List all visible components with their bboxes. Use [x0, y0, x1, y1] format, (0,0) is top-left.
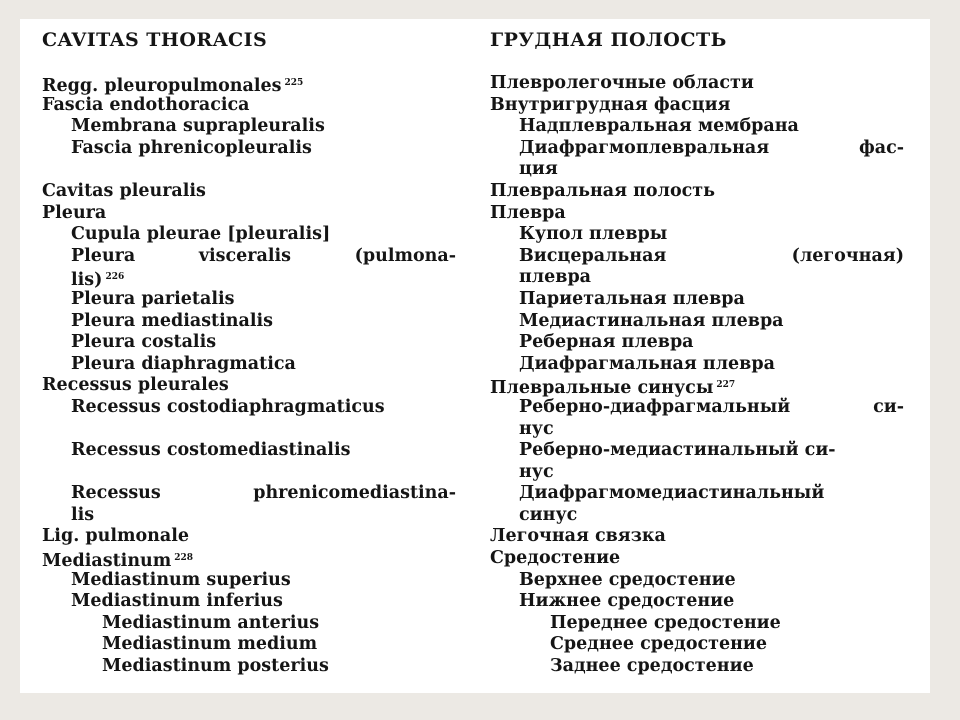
- term-recessus-costomediastinalis: Recessus costomediastinalis: [71, 440, 351, 461]
- footnote-ref: 227: [716, 380, 736, 391]
- term-regg: Regg. pleuropulmonales $^{225}$: [42, 76, 304, 96]
- term-mediastinum-posterius: Mediastinum posterius: [102, 656, 329, 677]
- term-parietalnaya-plevra: Париетальная плевра: [519, 288, 745, 309]
- term-membrana-suprapleuralis: Membrana suprapleuralis: [71, 116, 325, 137]
- term-nizhnee-sredostenie: Нижнее средостение: [519, 591, 735, 612]
- term-cavitas-pleuralis: Cavitas pleuralis: [42, 180, 206, 201]
- term-cupula-pleurae: Cupula pleurae [pleuralis]: [71, 224, 331, 245]
- term-plevra: Плевра: [490, 202, 566, 223]
- term-lig-pulmonale: Lig. pulmonale: [42, 526, 190, 547]
- term-diafragmomediastinalnyi-sinus: Диафрагмомедиастинальный: [519, 483, 825, 504]
- term-recessus-pleurales: Recessus pleurales: [42, 375, 229, 396]
- term-kupol-plevry: Купол плевры: [519, 224, 668, 245]
- latin-column: [42, 27, 462, 678]
- term-reberno-mediastinalnyi-sinus-cont: нус: [519, 461, 554, 482]
- term-fascia-phrenicopleuralis: Fascia phrenicopleuralis: [71, 137, 312, 158]
- term-mediastinum-inferius: Mediastinum inferius: [71, 591, 283, 612]
- term-pleura-parietalis: Pleura parietalis: [71, 288, 235, 309]
- term-reberno-mediastinalnyi-sinus: Реберно-медиастинальный си-: [519, 440, 836, 461]
- term-perednee-sredostenie: Переднее средостение: [550, 612, 781, 633]
- term-recessus-phrenicomediastinalis: Recessus phrenicomediastina-: [71, 483, 456, 504]
- footnote-ref: 225: [284, 78, 304, 88]
- term-verkhnee-sredostenie: Верхнее средостение: [519, 569, 736, 590]
- term-fascia-endothoracica: Fascia endothoracica: [42, 94, 250, 115]
- term-diafragmoplevralnaya-fasciya-cont: ция: [519, 159, 558, 180]
- term-pleura-visceralis: Pleura visceralis (pulmona-: [71, 245, 456, 266]
- term-recessus-costodiaphragmaticus: Recessus costodiaphragmaticus: [71, 396, 385, 417]
- term-plevrolegochnye: Плевролегочные области: [490, 73, 754, 93]
- term-reberno-diafragmalnyi-sinus: Реберно-диафрагмальный си-: [519, 396, 904, 417]
- term-nadplevralnaya-membrana: Надплевральная мембрана: [519, 116, 799, 137]
- latin-heading: CAVITAS THORACIS: [42, 29, 268, 51]
- term-recessus-phrenicomediastinalis-cont: lis: [71, 504, 95, 525]
- term-srednee-sredostenie: Среднее средостение: [550, 634, 768, 655]
- term-sredostenie: Средостение: [490, 548, 621, 569]
- term-mediastinum: Mediastinum $^{228}$: [42, 551, 194, 572]
- term-zadnee-sredostenie: Заднее средостение: [550, 656, 754, 677]
- footnote-ref: 228: [174, 553, 194, 564]
- term-mediastinum-anterius: Mediastinum anterius: [102, 612, 320, 633]
- term-visceralnaya-plevra-cont: плевра: [519, 267, 592, 288]
- term-pleura-costalis: Pleura costalis: [71, 332, 217, 353]
- term-legochnaya-svyazka: Легочная связка: [490, 526, 666, 547]
- term-plevralnaya-polost: Плевральная полость: [490, 180, 715, 201]
- russian-heading: ГРУДНАЯ ПОЛОСТЬ: [490, 29, 727, 51]
- document-page: [20, 19, 930, 693]
- term-plevralnye-sinusy: Плевральные синусы $^{227}$: [490, 378, 736, 399]
- term-rebernaya-plevra: Реберная плевра: [519, 332, 694, 353]
- term-reberno-diafragmalnyi-sinus-cont: нус: [519, 418, 554, 439]
- term-pleura-diaphragmatica: Pleura diaphragmatica: [71, 353, 296, 374]
- russian-term-list: [490, 73, 910, 678]
- term-diafragmomediastinalnyi-sinus-cont: синус: [519, 504, 578, 525]
- latin-term-list: [42, 73, 462, 678]
- term-pleura-visceralis-cont: lis) $^{226}$: [71, 270, 125, 291]
- term-mediastinum-medium: Mediastinum medium: [102, 634, 318, 655]
- footnote-ref: 226: [105, 272, 125, 283]
- russian-column: [490, 27, 910, 678]
- term-mediastinalnaya-plevra: Медиастинальная плевра: [519, 310, 784, 331]
- term-diafragmalnaya-plevra: Диафрагмальная плевра: [519, 353, 775, 374]
- term-mediastinum-superius: Mediastinum superius: [71, 569, 291, 590]
- term-visceralnaya-plevra: Висцеральная (легочная): [519, 245, 904, 266]
- term-pleura: Pleura: [42, 202, 107, 223]
- term-vnutrigrudnaya-fasciya: Внутригрудная фасция: [490, 94, 731, 115]
- term-diafragmoplevralnaya-fasciya: Диафрагмоплевральная фас-: [519, 137, 904, 158]
- term-pleura-mediastinalis: Pleura mediastinalis: [71, 310, 273, 331]
